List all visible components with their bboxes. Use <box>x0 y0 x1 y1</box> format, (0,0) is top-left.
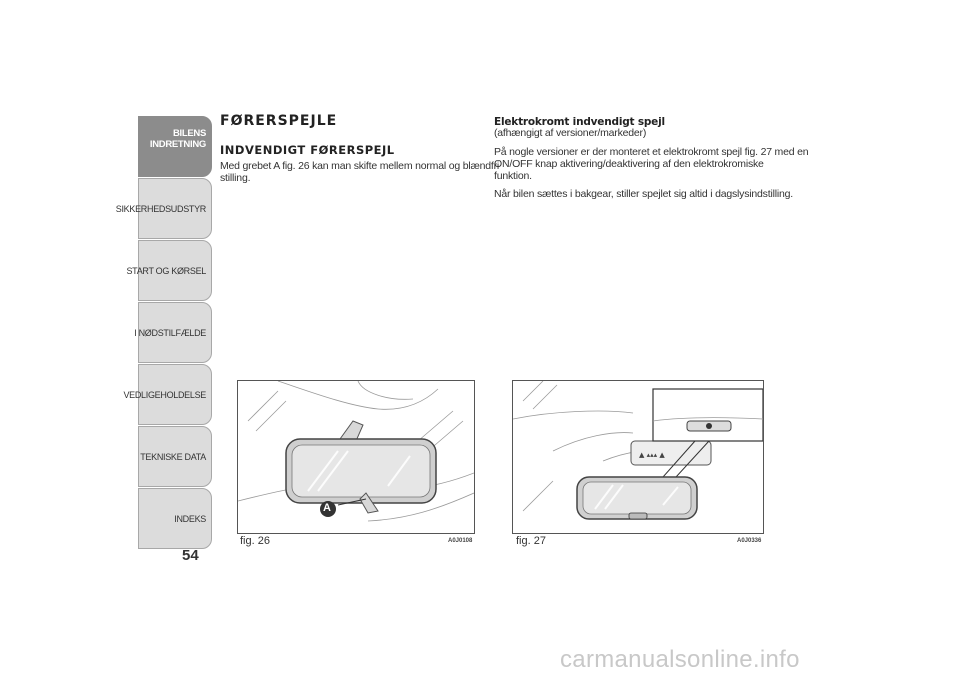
tab-label: INDEKS <box>174 513 206 524</box>
tab-label: BILENS INDRETNING <box>149 128 206 150</box>
tab-label: VEDLIGEHOLDELSE <box>123 389 206 400</box>
tab-i-nodstilfaelde[interactable] <box>134 302 212 363</box>
tab-tekniske-data[interactable] <box>138 426 212 487</box>
body-text-line: Med grebet A fig. 26 kan man skifte mellem normal og blændfri <box>220 160 500 172</box>
subsection-heading: INDVENDIGT FØRERSPEJL <box>220 143 395 157</box>
chapter-tabs <box>115 116 212 550</box>
svg-text:▲ ▴▴▴ ▲: ▲ ▴▴▴ ▲ <box>639 451 665 459</box>
figure-26-code: A0J0108 <box>448 538 473 544</box>
body-text-line: ON/OFF knap aktivering/deaktivering af den elektrokromiske <box>494 158 764 170</box>
body-text-line: På nogle versioner er der monteret et elektrokromt spejl fig. 27 med en <box>494 146 809 158</box>
tab-bilens-indretning[interactable] <box>138 116 212 177</box>
figure-27-code: A0J0336 <box>737 538 762 544</box>
tab-sikkerhedsudstyr[interactable] <box>115 178 212 239</box>
rear-view-mirror-drawing <box>238 381 474 533</box>
body-text-line: Når bilen sættes i bakgear, stiller spejlet sig altid i dagslysindstilling. <box>494 188 793 200</box>
section-heading: FØRERSPEJLE <box>220 113 338 129</box>
tab-indeks[interactable] <box>138 488 212 549</box>
figure-27-electrochromic-mirror-illustration <box>512 380 764 534</box>
subsection-heading-electrochromic: Elektrokromt indvendigt spejl <box>494 116 665 128</box>
tab-label: I NØDSTILFÆLDE <box>134 327 206 338</box>
electrochromic-mirror-drawing <box>513 381 763 533</box>
watermark: carmanualsonline.info <box>560 646 800 673</box>
tab-label: TEKNISKE DATA <box>140 451 206 462</box>
tab-vedligeholdelse[interactable] <box>123 364 212 425</box>
figure-26-mirror-illustration <box>237 380 475 534</box>
body-text-line: stilling. <box>220 172 251 184</box>
tab-start-og-korsel[interactable] <box>126 240 212 301</box>
figure-27-caption: fig. 27 <box>516 535 546 547</box>
figure-26-caption: fig. 26 <box>240 535 270 547</box>
availability-note: (afhængigt af versioner/markeder) <box>494 127 647 139</box>
page-number: 54 <box>182 547 199 564</box>
body-text-line: funktion. <box>494 170 532 182</box>
tab-label: START OG KØRSEL <box>126 265 206 276</box>
tab-label: SIKKERHEDSUDSTYR <box>115 203 206 214</box>
marker-a-label: A <box>323 502 331 514</box>
